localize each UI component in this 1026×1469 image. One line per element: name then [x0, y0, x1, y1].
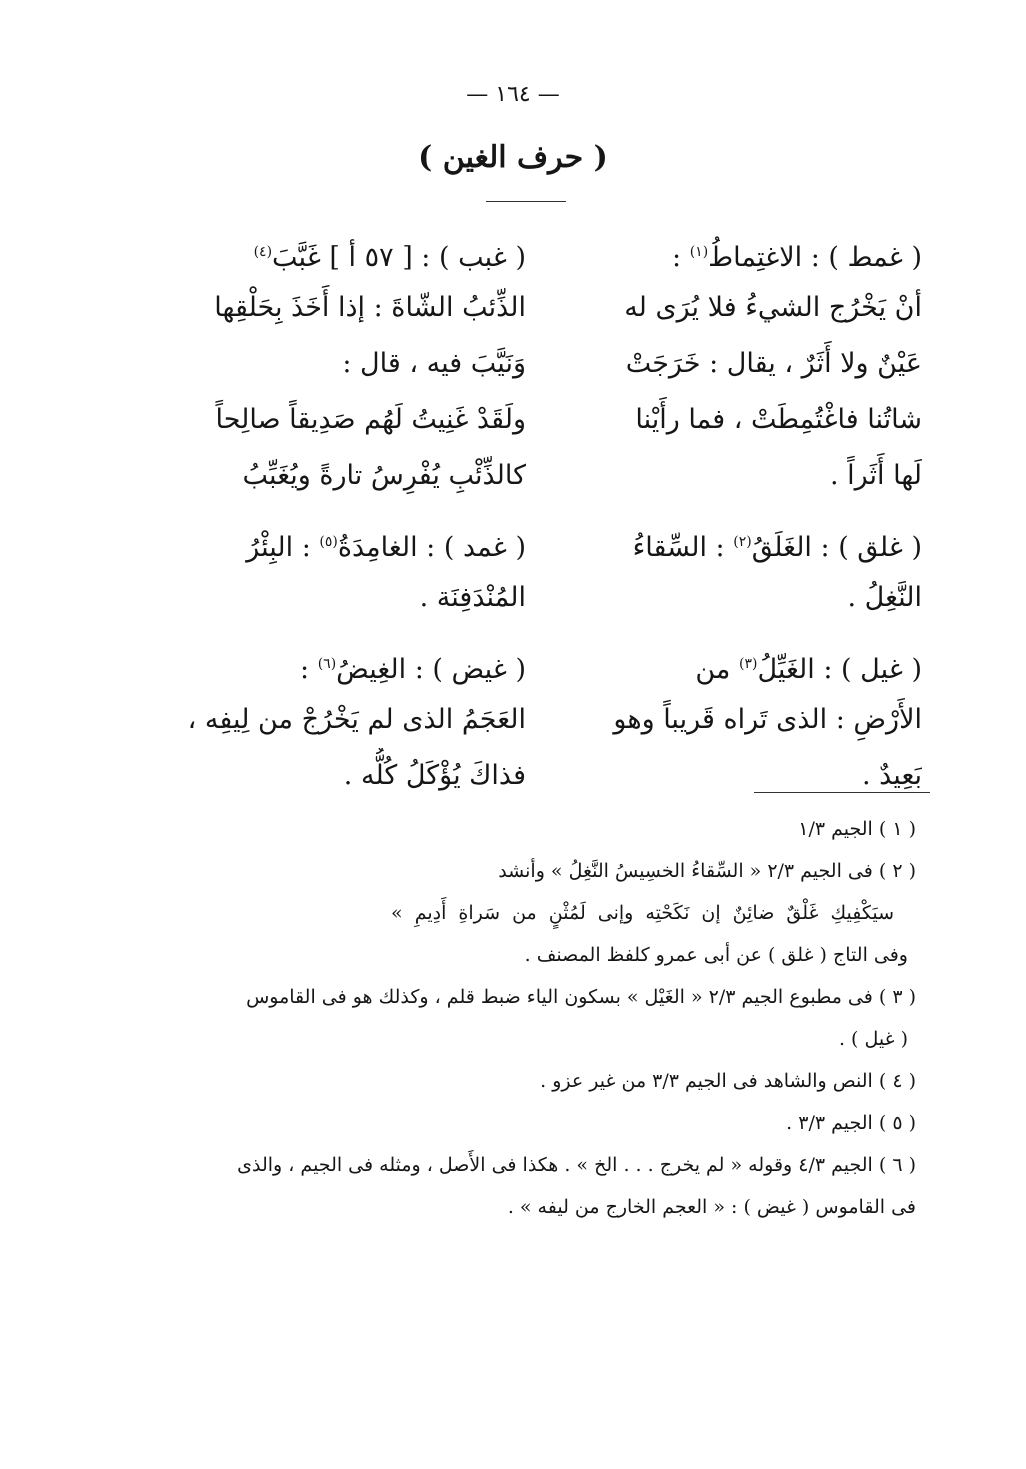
- entry-line: وَنَيَّبَ فيه ، قال :: [342, 348, 526, 379]
- entry-line: عَيْنٌ ولا أَثَرٌ ، يقال : خَرَجَتْ: [625, 348, 922, 379]
- right-column: [577, 224, 922, 804]
- entry-line: الأَرْضِ : الذى تَراه قَريباً وهو: [613, 704, 922, 735]
- footnote-1: ( ١ ) الجيم ١/٣: [798, 818, 916, 840]
- entry-line: فذاكَ يُؤْكَلُ كُلُّه .: [343, 760, 526, 791]
- verse-line: ولَقَدْ غَنِيتُ لَهُم صَدِيقاً صالِحاً: [215, 404, 526, 435]
- entry-line: ( غيض ) : الغِيضُ$^{(٦)}$ :: [300, 654, 526, 685]
- entry-line: الذِّئبُ الشّاةَ : إذا أَخَذَ بِحَلْقِها: [214, 292, 526, 323]
- footnote-2-note: وفى التاج ( غلق ) عن أبى عمرو كلفظ المصنف .: [524, 944, 908, 966]
- footnotes: [176, 808, 916, 1228]
- entry-line: ( غبب ) : [ ٥٧ أ ] غَبَّبَ$^{(٤)}$: [253, 242, 526, 273]
- section-heading: ( حرف الغين ): [418, 140, 608, 175]
- entry-line: لَها أَثَراً .: [829, 460, 922, 491]
- entry-line: ( غمد ) : الغامِدَةُ$^{(٥)}$ : البِئْرُ: [246, 532, 526, 563]
- footnote-6: ( ٦ ) الجيم ٤/٣ وقوله « لم يخرج . . . الخ » . هكذا فى الأَصل ، ومثله فى الجيم ، والذى: [237, 1154, 916, 1176]
- verse-line: كالذِّئْبِ يُفْرِسُ تارةً ويُغَبِّبُ: [242, 460, 526, 491]
- footnote-2: ( ٢ ) فى الجيم ٢/٣ « السِّقاءُ الخسِيسُ النَّغِلُ » وأنشد: [498, 860, 916, 882]
- page-number: — ١٦٤ —: [466, 82, 560, 107]
- heading-rule: [486, 201, 566, 202]
- footnote-5: ( ٥ ) الجيم ٣/٣ .: [786, 1112, 916, 1134]
- entry-line: أنْ يَخْرُج الشيءُ فلا يُرَى له: [624, 292, 922, 323]
- footnote-4: ( ٤ ) النص والشاهد فى الجيم ٣/٣ من غير عزو .: [540, 1070, 916, 1092]
- left-column: [181, 224, 526, 804]
- entry-line: النَّغِلُ .: [847, 582, 922, 613]
- entry-line: ( غيل ) : الغَيِّلُ$^{(٣)}$ من: [695, 654, 922, 685]
- entry-line: بَعِيدٌ .: [861, 760, 922, 791]
- footnote-3-continuation: ( غيل ) .: [838, 1028, 908, 1050]
- entry-line: المُنْدَفِنَة .: [419, 582, 526, 613]
- footnote-2-verse: سيَكْفِيكِ غَلْقٌ ضائِنٌ إن نَكَحْتِه وإنى لَمُثْنٍ من سَراةِ أَدِيمِ »: [391, 902, 894, 924]
- footnote-3: ( ٣ ) فى مطبوع الجيم ٢/٣ « الغَيْل » بسكون الياء ضبط قلم ، وكذلك هو فى القاموس: [246, 986, 916, 1008]
- footnote-6-continuation: فى القاموس ( غيض ) : « العجم الخارج من ليفه » .: [507, 1196, 916, 1218]
- footnote-rule: [754, 792, 930, 793]
- entry-line: ( غلق ) : الغَلَقُ$^{(٢)}$ : السِّقاءُ: [632, 532, 922, 563]
- entry-line: شاتُنا فاغْتُمِطَتْ ، فما رأَيْنا: [635, 404, 922, 435]
- entry-line: ( غمط ) : الاغتِماطُ$^{(١)}$ :: [672, 242, 922, 273]
- entry-line: العَجَمُ الذى لم يَخْرُجْ من لِيفِه ،: [187, 704, 526, 735]
